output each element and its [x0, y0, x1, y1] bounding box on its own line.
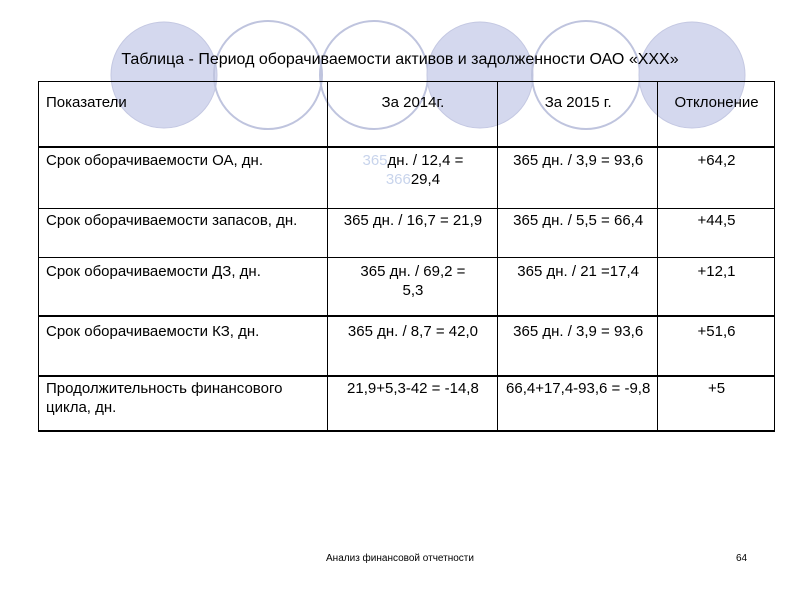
header-deviation: Отклонение: [658, 82, 775, 148]
value-2015-cell: 365 дн. / 3,9 = 93,6: [498, 147, 658, 209]
deviation-cell: +5: [658, 376, 775, 431]
turnover-table: [38, 81, 775, 432]
value-text: 29,4: [410, 171, 441, 188]
indicator-cell: Срок оборачиваемости ОА, дн.: [39, 147, 328, 209]
deviation-cell: +12,1: [658, 258, 775, 317]
faint-number: 365: [362, 152, 388, 169]
table-row: [39, 316, 775, 376]
page-number: 64: [736, 553, 748, 564]
value-text: дн. / 12,4 =: [387, 152, 464, 169]
table-row: [39, 258, 775, 317]
table-row: [39, 376, 775, 431]
header-indicator: Показатели: [39, 82, 328, 148]
value-2015-cell: 365 дн. / 3,9 = 93,6: [498, 316, 658, 376]
indicator-cell: Продолжительность финансового цикла, дн.: [39, 376, 328, 431]
slide-footer: Анализ финансовой отчетности: [326, 553, 474, 564]
value-2014-cell: 21,9+5,3-42 = -14,8: [327, 376, 498, 431]
value-2014-cell: 365 дн. / 8,7 = 42,0: [327, 316, 498, 376]
value-text: 365 дн. / 69,2 =: [360, 263, 466, 280]
indicator-cell: Срок оборачиваемости запасов, дн.: [39, 209, 328, 258]
deviation-cell: +51,6: [658, 316, 775, 376]
indicator-cell: Срок оборачиваемости КЗ, дн.: [39, 316, 328, 376]
value-2015-cell: 365 дн. / 21 =17,4: [498, 258, 658, 317]
table-header-row: [39, 82, 775, 148]
value-text: 5,3: [402, 282, 424, 299]
deviation-cell: +64,2: [658, 147, 775, 209]
header-2014: За 2014г.: [327, 82, 498, 148]
value-2015-cell: 66,4+17,4-93,6 = -9,8: [498, 376, 658, 431]
table-row: [39, 209, 775, 258]
header-2015: За 2015 г.: [498, 82, 658, 148]
deviation-cell: +44,5: [658, 209, 775, 258]
value-2014-cell: [327, 258, 498, 317]
faint-number: 366: [385, 171, 411, 188]
slide-title: Таблица - Период оборачиваемости активов и задолженности ОАО «ХХХ»: [121, 51, 679, 68]
indicator-cell: Срок оборачиваемости ДЗ, дн.: [39, 258, 328, 317]
value-2015-cell: 365 дн. / 5,5 = 66,4: [498, 209, 658, 258]
value-2014-cell: 365 дн. / 16,7 = 21,9: [327, 209, 498, 258]
value-2014-cell: [327, 147, 498, 209]
table-row: [39, 147, 775, 209]
